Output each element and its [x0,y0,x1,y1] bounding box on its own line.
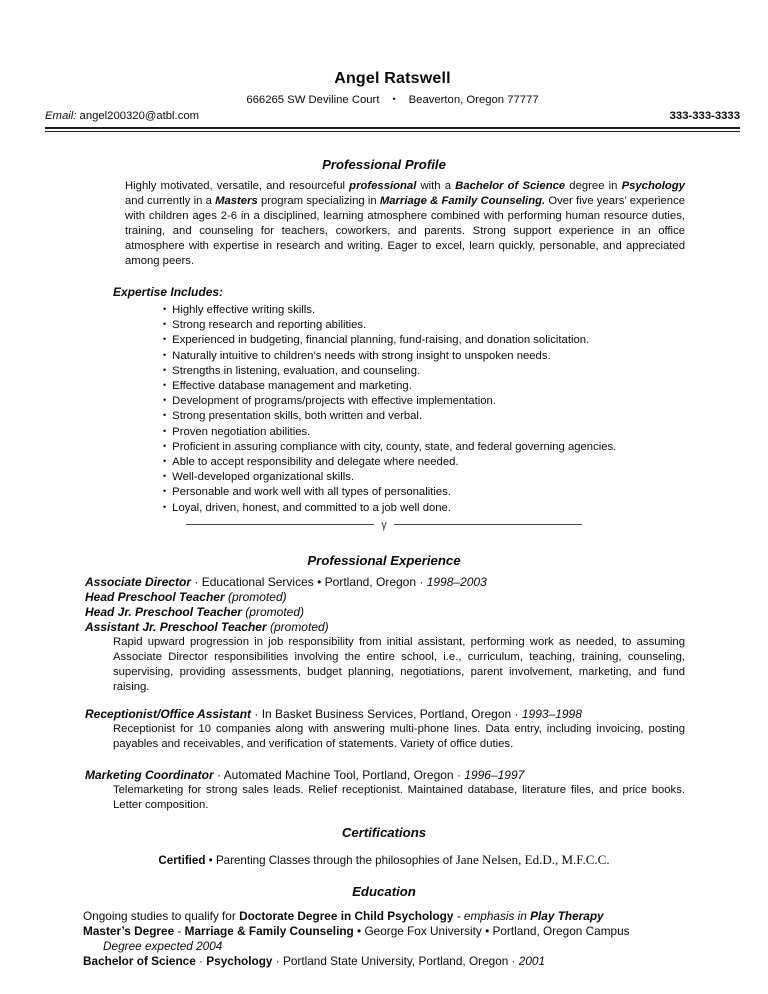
expertise-item: • Effective database management and marketing. [163,378,723,393]
text-segment: Associate Director [85,574,192,589]
job-promotion-line [85,590,723,605]
text-segment: Jane Nelsen, Ed.D., M.F.C.C. [455,851,610,867]
education-line-doctorate [83,909,723,924]
text-segment: 1993–1998 [521,706,582,721]
text-segment: Master’s Degree [83,923,175,938]
text-segment: with a [416,180,456,192]
education-entries [83,909,723,969]
job-description: Telemarketing for strong sales leads. Relief receptionist. Maintained database, literature files, and price books. Letter composition. [113,783,685,811]
phone-number: 333-333-3333 [669,110,740,122]
text-segment: Certified [158,853,206,867]
text-segment: Play Therapy [530,908,604,923]
email-label: Email: [45,110,77,122]
street-address: 666265 SW Deviline Court [246,94,380,106]
address-line [45,92,740,107]
job-entry-marketing-coordinator [45,768,723,813]
expertise-item: • Loyal, driven, honest, and committed to a job well done. [163,500,723,515]
expertise-item: • Proficient in assuring compliance with city, county, state, and federal governing agencies. [163,439,723,454]
text-segment: Assistant Jr. Preschool Teacher [85,619,267,634]
expertise-item: • Able to accept responsibility and delegate where needed. [163,454,723,469]
job-description: Receptionist for 10 companies along with answering multi-phone lines. Data entry, including invoicing, posting payables and receivables, and verification of statements. Variety of office duties. [113,722,685,750]
gamma-ornament: γ [381,518,387,531]
text-segment: (promoted) [241,604,304,619]
resume-body [45,156,723,969]
expertise-item: • Naturally intuitive to children’s needs with strong insight to unspoken needs. [163,348,723,363]
person-name: Angel Ratswell [334,70,451,87]
text-segment: Masters [215,195,258,207]
job-entry-associate-director [45,575,723,695]
expertise-item: • Proven negotiation abilities. [163,424,723,439]
expertise-item: • Development of programs/projects with effective implementation. [163,393,723,408]
text-segment: Highly motivated, versatile, and resourceful [125,180,350,192]
text-segment: 1998–2003 [426,574,487,589]
address-separator-dot: • [392,94,396,104]
text-segment: Doctorate Degree in Child Psychology [239,908,454,923]
text-segment: degree in [565,180,622,192]
section-heading-education: Education [352,883,416,899]
text-segment: Receptionist/Office Assistant [85,706,252,721]
expertise-heading: Expertise Includes: [113,285,224,299]
text-segment: · In Basket Business Services, Portland, Oregon · [251,706,522,721]
expertise-item: • Well-developed organizational skills. [163,469,723,484]
expertise-item: • Strong research and reporting abilities. [163,317,723,332]
text-segment: · [195,953,207,968]
job-promotion-line [85,620,723,635]
text-segment: - emphasis in [453,908,531,923]
text-segment: professional [349,180,417,192]
section-heading-certifications: Certifications [341,824,427,840]
text-segment: · Educational Services • Portland, Oregon · [191,574,427,589]
text-segment: Psychology [206,953,273,968]
header [45,0,740,132]
text-segment: Marriage & Family Counseling. [379,195,546,207]
text-segment: Bachelor of Science [83,953,196,968]
profile-paragraph [125,179,685,269]
education-line-bachelors [83,954,723,969]
text-segment: • George Fox University • Portland, Oregon Campus [353,923,630,938]
expertise-item: • Highly effective writing skills. [163,302,723,317]
text-segment: and currently in a [125,195,216,207]
header-rule [45,127,740,132]
education-line-masters [83,924,723,939]
email-line [45,109,199,123]
text-segment: 2001 [518,953,546,968]
text-segment: Head Preschool Teacher [85,589,225,604]
certification-line [45,852,723,868]
section-heading-professional-profile: Professional Profile [322,157,446,172]
section-heading-professional-experience: Professional Experience [307,552,461,568]
job-entry-receptionist [45,707,723,752]
section-divider [45,519,723,531]
text-segment: Bachelor of Science [455,180,566,192]
contact-row [45,109,740,123]
city-state-zip: Beaverton, Oregon 77777 [408,94,539,106]
text-segment: 1996–1997 [464,767,525,782]
job-title-line [85,768,723,783]
text-segment: (promoted) [266,619,329,634]
job-description: Rapid upward progression in job responsibility from initial assistant, performing work as needed, to assuming Associate Director responsibilities involving the entire school, i.e., curriculum, teaching, training, counseling, supervising, providing assessments, budget planning, negotiations, parent involvement, marketing, and fund raising. [113,635,685,693]
divider-line-right [394,524,582,525]
education-line-degree-expected [103,939,723,954]
text-segment: Marketing Coordinator [85,767,214,782]
text-segment: Marriage & Family Counseling [184,923,354,938]
text-segment: · Automated Machine Tool, Portland, Oregon · [213,767,465,782]
job-promotion-line [85,605,723,620]
expertise-item: • Strengths in listening, evaluation, and counseling. [163,363,723,378]
text-segment: Over five years’ experience with children ages 2-6 in a disciplined, learning atmosphere combined with performing human resource duties, training, and counseling for teachers, coworkers, and parents. Strong support experience in an office atmosphere with expertise in research and writing. Eager to excel, learn quickly, personable, and appreciated among peers. [125,195,685,267]
email-address: angel200320@atbl.com [79,110,200,122]
job-title-line [85,575,723,590]
expertise-item: • Experienced in budgeting, financial planning, fund-raising, and donation solicitation. [163,332,723,347]
expertise-item: • Strong presentation skills, both written and verbal. [163,408,723,423]
text-segment: • Parenting Classes through the philosophies of [205,853,456,867]
divider-line-left [186,524,374,525]
text-segment: Degree expected 2004 [103,938,223,953]
expertise-list [45,302,723,515]
job-title-line [85,707,723,722]
text-segment: Head Jr. Preschool Teacher [85,604,242,619]
text-segment: Ongoing studies to qualify for [83,908,240,923]
text-segment: - [174,923,185,938]
text-segment: · Portland State University, Portland, Oregon · [272,953,519,968]
text-segment: program specializing in [257,195,380,207]
text-segment: (promoted) [224,589,287,604]
text-segment: Psychology [621,180,685,192]
expertise-item: • Personable and work well with all types of personalities. [163,484,723,499]
